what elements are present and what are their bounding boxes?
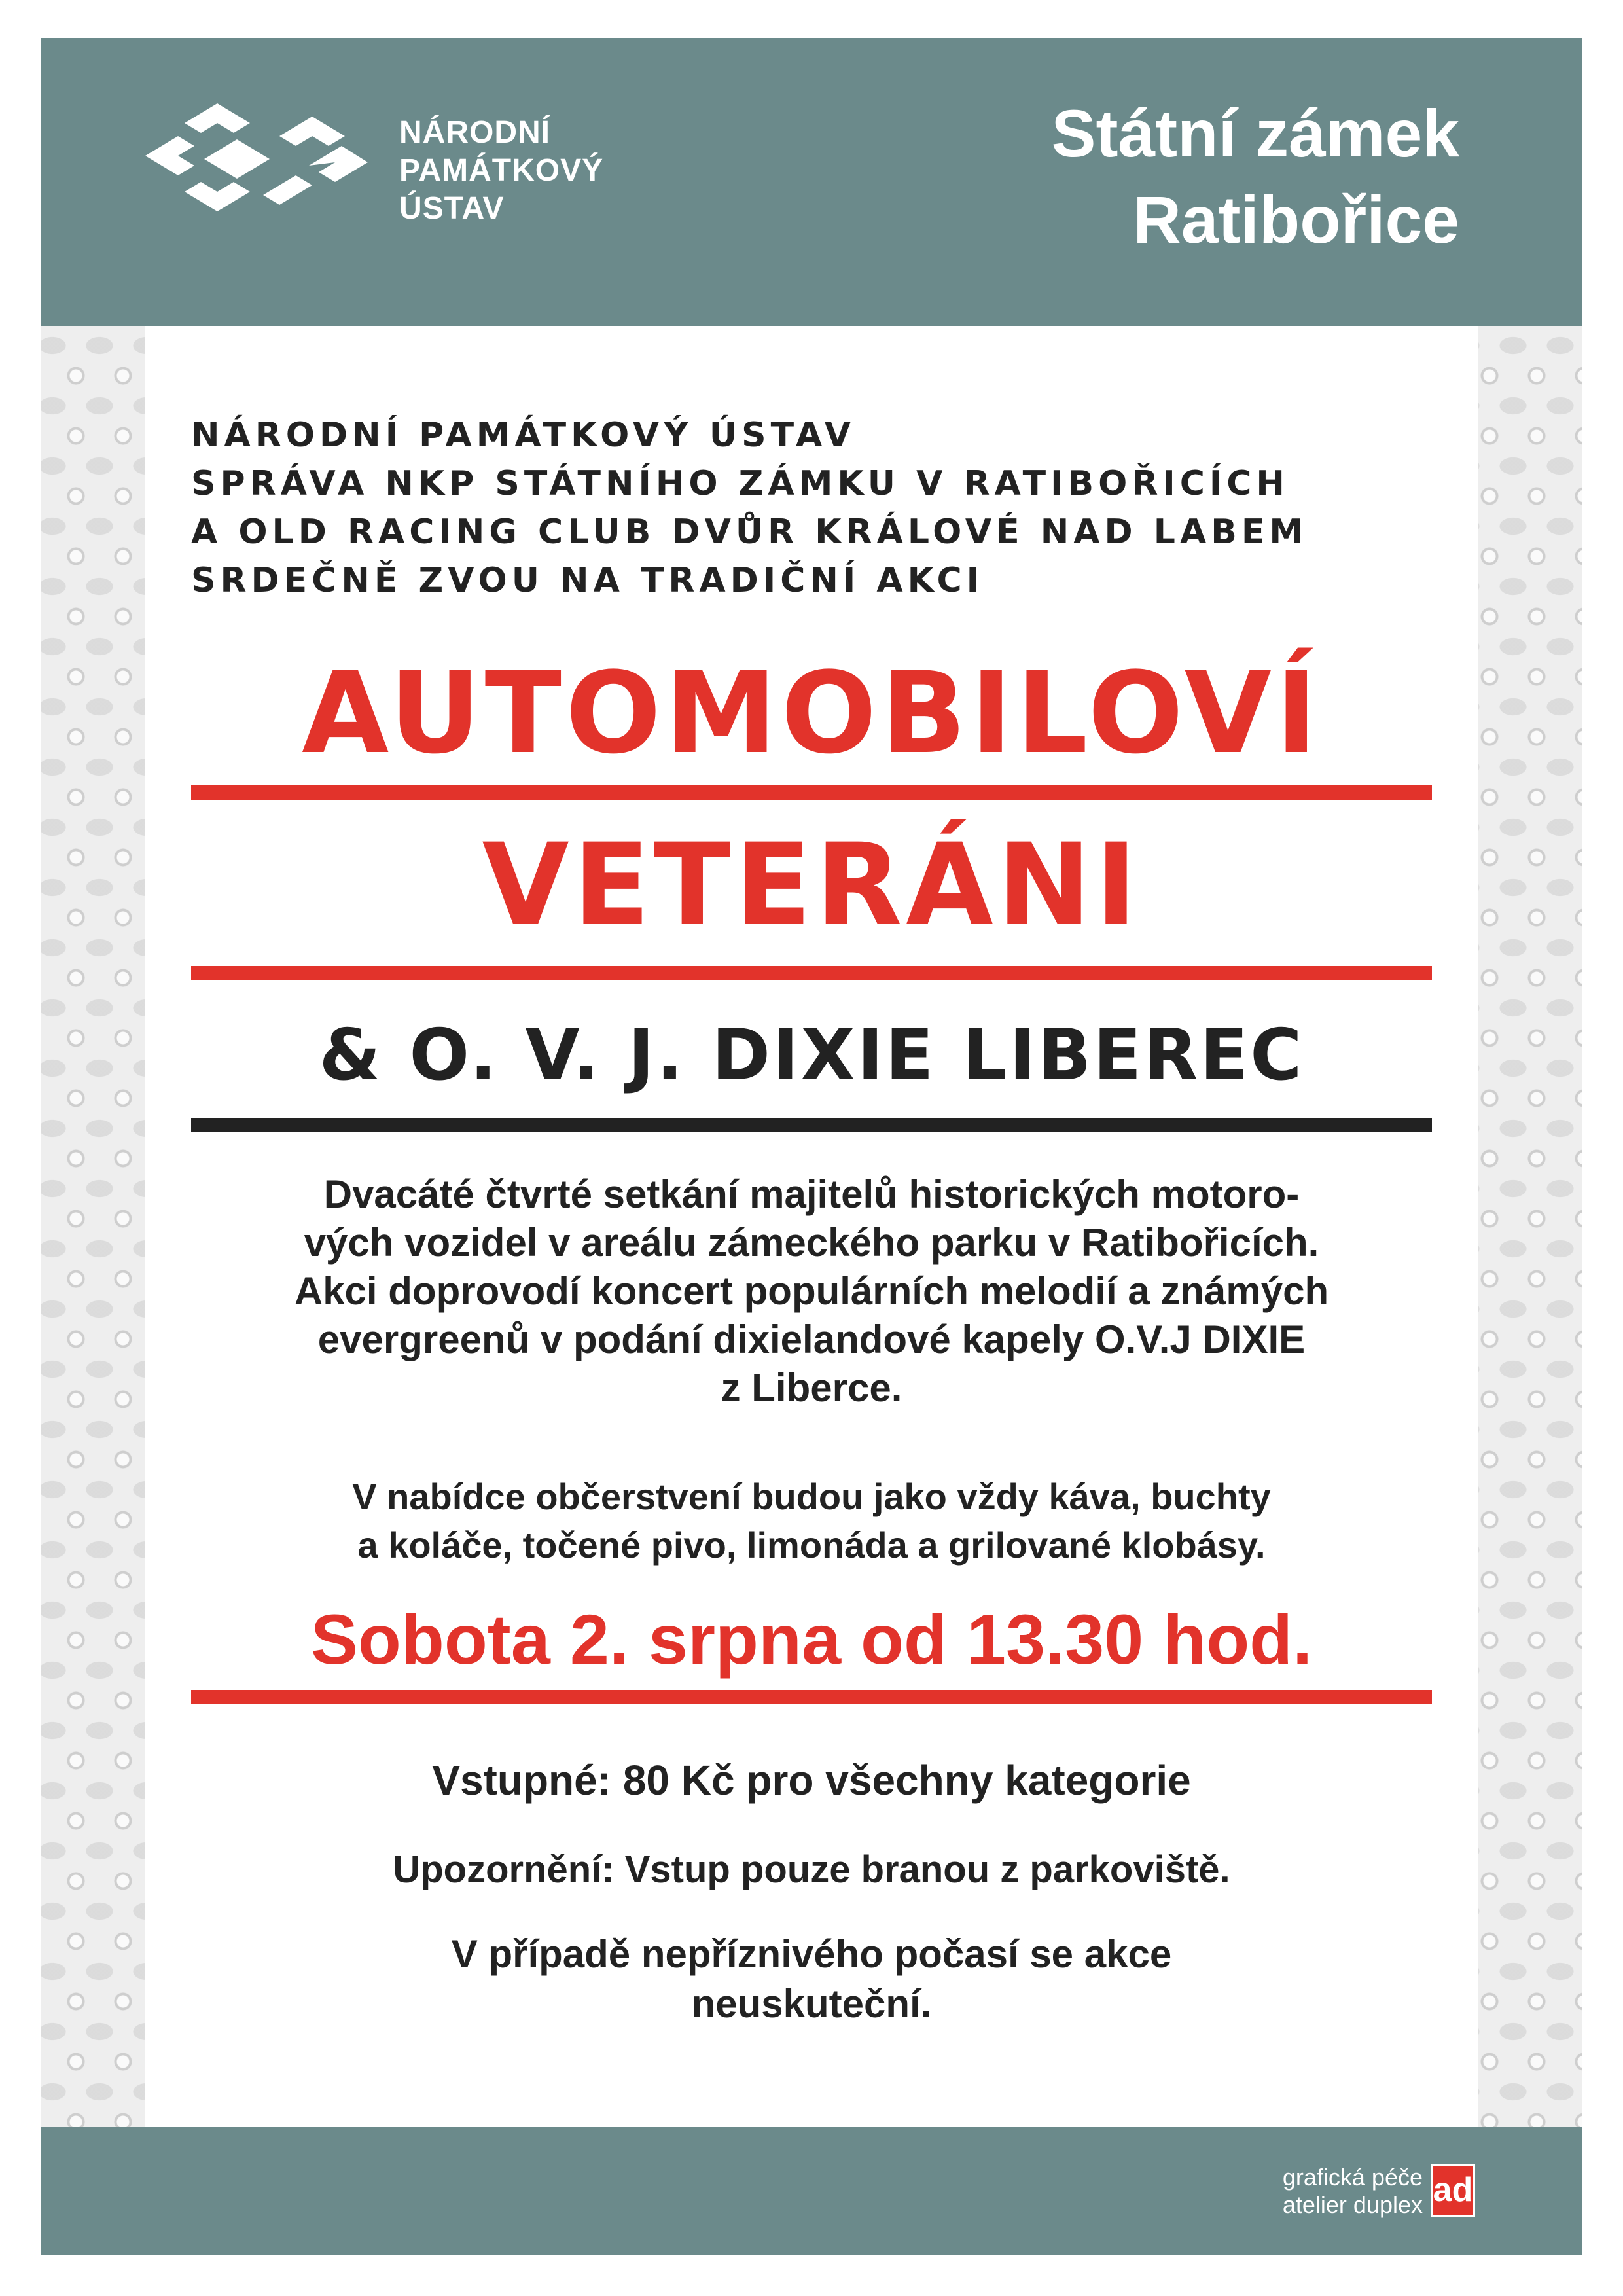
event-title-line-2: VETERÁNI — [482, 819, 1141, 950]
event-title-line-1: AUTOMOBILOVÍ — [302, 647, 1321, 779]
organizers-intro — [191, 411, 1308, 605]
weather-notice — [183, 1929, 1440, 2029]
site-title-line: Ratibořice — [1133, 183, 1459, 257]
title-divider — [191, 785, 1432, 800]
event-description — [183, 1170, 1440, 1412]
logo-line: PAMÁTKOVÝ — [399, 153, 604, 188]
npu-logo-icon — [139, 97, 374, 254]
intro-line: SPRÁVA NKP STÁTNÍHO ZÁMKU V RATIBOŘICÍCH — [191, 464, 1289, 503]
intro-line: NÁRODNÍ PAMÁTKOVÝ ÚSTAV — [191, 416, 855, 455]
description-line: vých vozidel v areálu zámeckého parku v Ratibořicích. — [304, 1221, 1319, 1265]
admission-text: Vstupné: 80 Kč pro všechny kategorie — [432, 1757, 1191, 1804]
refreshments-line: V nabídce občerstvení budou jako vždy káva, buchty — [352, 1476, 1271, 1517]
description-line: z Liberce. — [721, 1366, 902, 1410]
refreshments-line: a koláče, točené pivo, limonáda a grilované klobásy. — [357, 1524, 1266, 1566]
entry-notice: Upozornění: Vstup pouze branou z parkoviště. — [393, 1848, 1230, 1891]
atelier-duplex-logo-icon: ad — [1431, 2164, 1475, 2217]
band-subtitle: & O. V. J. DIXIE LIBEREC — [319, 1014, 1304, 1096]
description-line: Akci doprovodí koncert populárních melodií a známých — [294, 1269, 1329, 1313]
subtitle-divider — [191, 1118, 1432, 1132]
weather-line: V případě nepříznivého počasí se akce — [451, 1932, 1172, 1976]
weather-line: neuskuteční. — [691, 1982, 932, 2026]
title-divider — [191, 966, 1432, 980]
description-line: evergreenů v podání dixielandové kapely O.V.J DIXIE — [317, 1318, 1306, 1361]
refreshments-text — [183, 1473, 1440, 1570]
logo-line: ÚSTAV — [399, 191, 505, 226]
design-credit — [1283, 2164, 1423, 2219]
intro-line: SRDEČNĚ ZVOU NA TRADIČNÍ AKCI — [191, 561, 984, 600]
event-date: Sobota 2. srpna od 13.30 hod. — [310, 1600, 1313, 1679]
description-line: Dvacáté čtvrté setkání majitelů historických motoro- — [323, 1172, 1300, 1216]
credit-line: atelier duplex — [1282, 2191, 1423, 2218]
npu-logo-text — [399, 114, 603, 228]
credit-line: grafická péče — [1282, 2164, 1423, 2191]
date-divider — [191, 1690, 1432, 1704]
intro-line: A OLD RACING CLUB DVŮR KRÁLOVÉ NAD LABEM — [191, 512, 1308, 552]
site-title — [1051, 90, 1459, 263]
site-title-line: Státní zámek — [1051, 96, 1459, 171]
logo-line: NÁRODNÍ — [399, 115, 550, 150]
